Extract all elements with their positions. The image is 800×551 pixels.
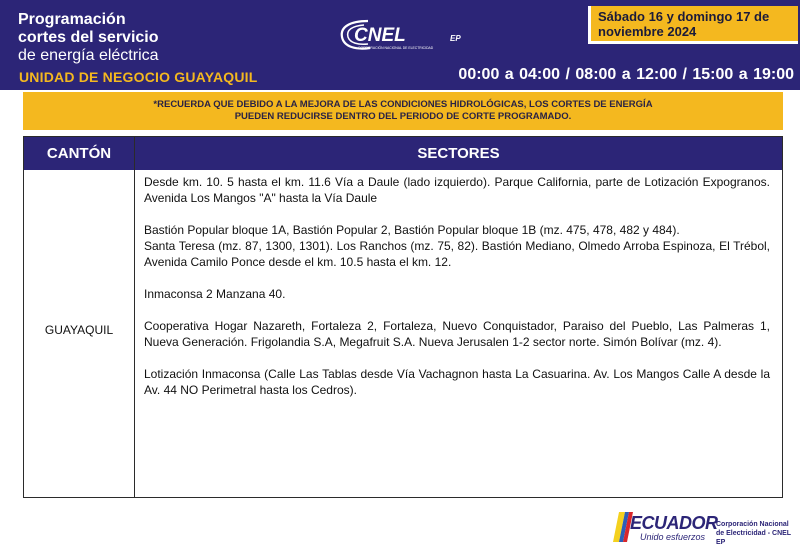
header-sectores: SECTORES [417, 145, 500, 162]
logo-subtext: CORPORACIÓN NACIONAL DE ELECTRICIDAD [358, 46, 434, 50]
date-badge [588, 6, 798, 44]
column-divider [134, 137, 135, 497]
business-unit-label: UNIDAD DE NEGOCIO GUAYAQUIL [19, 69, 258, 85]
logo-text: CNEL [354, 25, 406, 46]
header-title [18, 11, 159, 65]
corporation-label [716, 520, 800, 547]
title-line-1: Programación [18, 11, 126, 28]
notice-line-1: *RECUERDA QUE DEBIDO A LA MEJORA DE LAS CONDICIONES HIDROLÓGICAS, LOS CORTES DE ENERGÍA [153, 99, 653, 110]
date-line-2: noviembre 2024 [598, 24, 697, 39]
outage-table [23, 136, 783, 498]
cnel-logo [338, 17, 468, 53]
corp-line-1: Corporación Nacional [716, 521, 789, 528]
table-header-row [24, 137, 782, 170]
ecuador-slogan: Unido esfuerzos [640, 532, 706, 542]
sectors-cell [144, 174, 770, 414]
title-line-2: cortes del servicio [18, 29, 159, 46]
sector-entry: Desde km. 10. 5 hasta el km. 11.6 Vía a Daule (lado izquierdo). Parque California, parte de Lotización Expogranos. Avenida Los Mangos "A" hasta la Vía Daule [144, 175, 770, 205]
logo-suffix: EP [450, 34, 461, 43]
sector-entry: Inmaconsa 2 Manzana 40. [144, 287, 286, 301]
title-line-3: de energía eléctrica [18, 47, 159, 64]
sector-entry: Bastión Popular bloque 1A, Bastión Popular 2, Bastión Popular bloque 1B (mz. 475, 478, 482 y 484). [144, 223, 680, 237]
notice-banner [23, 92, 783, 130]
sector-entry: Santa Teresa (mz. 87, 1300, 1301). Los Ranchos (mz. 75, 82). Bastión Mediano, Olmedo Arroba Espinoza, El Trébol, Avenida Camilo Ponce desde el km. 10.5 hasta el km. 12. [144, 239, 770, 269]
sector-entry: Lotización Inmaconsa (Calle Las Tablas desde Vía Vachagnon hasta La Casuarina. Av. Los Mangos Calle A desde la Av. 44 NO Perimetral hasta los Cedros). [144, 367, 770, 397]
schedule-hours: 00:00 a 04:00 / 08:00 a 12:00 / 15:00 a 19:00 [458, 66, 794, 83]
notice-line-2: PUEDEN REDUCIRSE DENTRO DEL PERIODO DE CORTE PROGRAMADO. [234, 111, 572, 122]
corp-line-2: de Electricidad - CNEL EP [716, 530, 791, 546]
header-canton: CANTÓN [46, 145, 112, 162]
sector-entry: Cooperativa Hogar Nazareth, Fortaleza 2, Fortaleza, Nuevo Conquistador, Paraiso del Pueblo, Las Palmeras 1, Nueva Generación. Frigolandia S.A, Megafruit S.A. Nueva Jerusalen 1-2 sector norte. Simón Bolívar (mz. 4). [144, 319, 770, 349]
ecuador-brand: ECUADOR [630, 513, 718, 533]
canton-cell: GUAYAQUIL [44, 323, 114, 337]
date-line-1: Sábado 16 y domingo 17 de [598, 9, 770, 24]
